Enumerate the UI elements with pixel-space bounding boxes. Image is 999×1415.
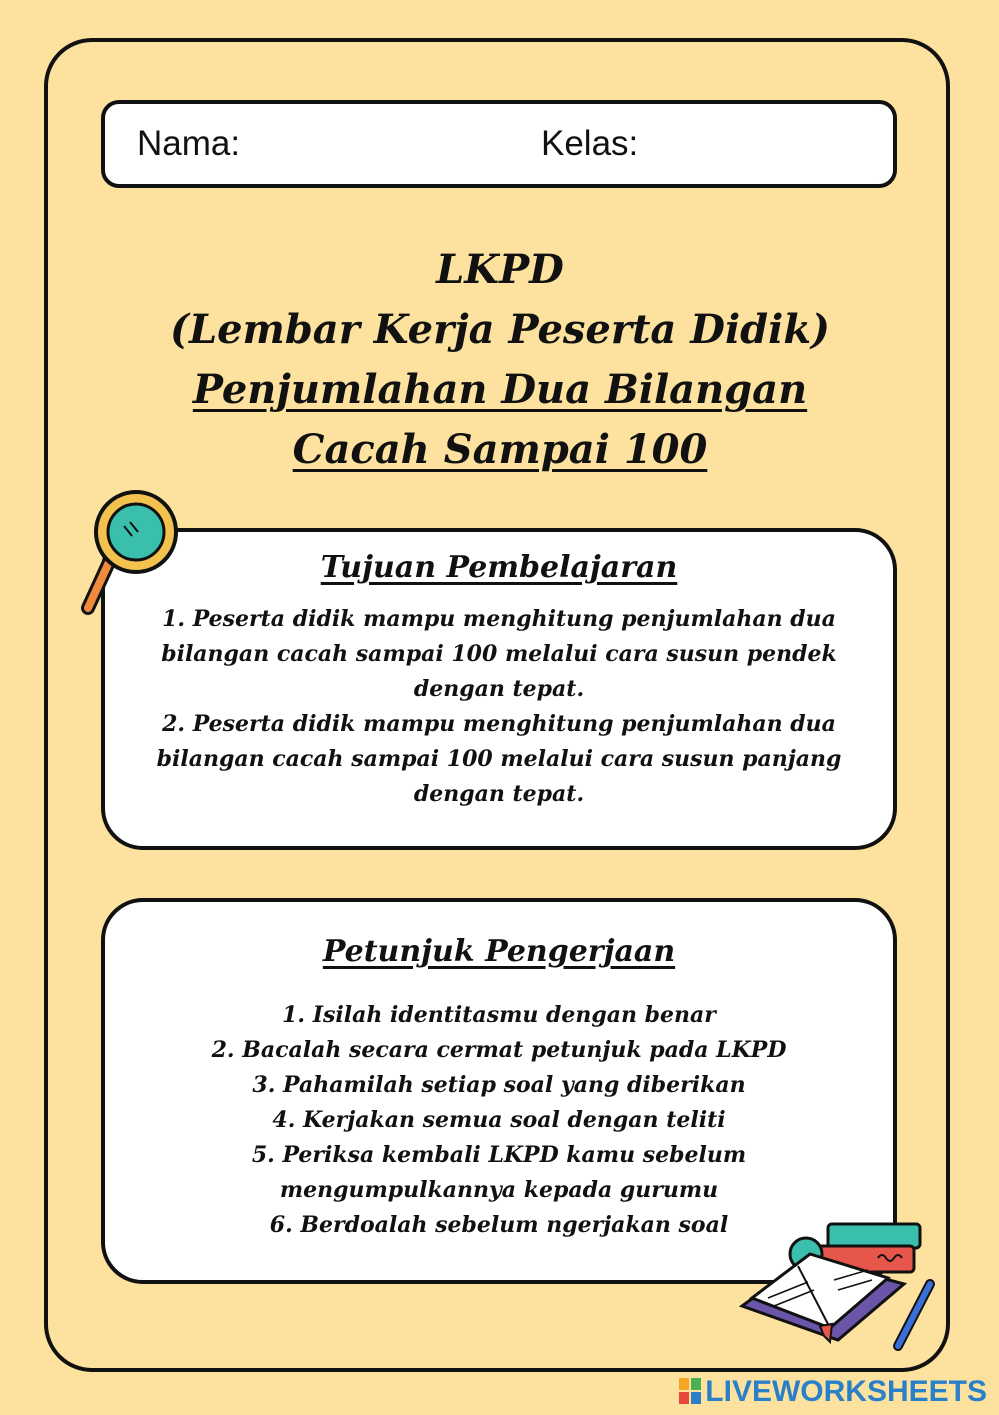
petunjuk-item: 1. Isilah identitasmu dengan benar [282, 1002, 716, 1028]
petunjuk-item: 2. Bacalah secara cermat petunjuk pada LKPD [211, 1037, 787, 1063]
nama-label: Nama: [137, 124, 241, 163]
books-icon [738, 1218, 938, 1368]
petunjuk-item: 6. Berdoalah sebelum ngerjakan soal [269, 1212, 729, 1238]
tujuan-heading: Tujuan Pembelajaran [320, 550, 678, 585]
liveworksheets-logo-icon [679, 1378, 701, 1404]
title-topic-line2: Cacah Sampai 100 [292, 426, 708, 473]
tujuan-item: 1. Peserta didik mampu menghitung penjumlahan dua bilangan cacah sampai 100 melalui cara susun pendek dengan tepat. [161, 606, 837, 702]
liveworksheets-watermark [679, 1375, 987, 1409]
title-topic-line1: Penjumlahan Dua Bilangan [192, 366, 808, 413]
magnifier-icon [78, 488, 188, 618]
petunjuk-item: 4. Kerjakan semua soal dengan teliti [272, 1107, 726, 1133]
petunjuk-list [135, 998, 863, 1243]
title-subtitle: (Lembar Kerja Peserta Didik) [170, 306, 830, 353]
tujuan-card [101, 528, 897, 850]
petunjuk-heading: Petunjuk Pengerjaan [322, 934, 676, 969]
title-block [60, 240, 940, 480]
tujuan-list [135, 602, 863, 812]
identity-box [101, 100, 897, 188]
tujuan-item: 2. Peserta didik mampu menghitung penjumlahan dua bilangan cacah sampai 100 melalui cara susun panjang dengan tepat. [156, 711, 842, 807]
kelas-label: Kelas: [541, 124, 639, 163]
petunjuk-item: 3. Pahamilah setiap soal yang diberikan [252, 1072, 746, 1098]
watermark-text: LIVEWORKSHEETS [705, 1375, 987, 1408]
title-lkpd: LKPD [436, 246, 564, 293]
petunjuk-item: 5. Periksa kembali LKPD kamu sebelum mengumpulkannya kepada gurumu [251, 1142, 747, 1203]
